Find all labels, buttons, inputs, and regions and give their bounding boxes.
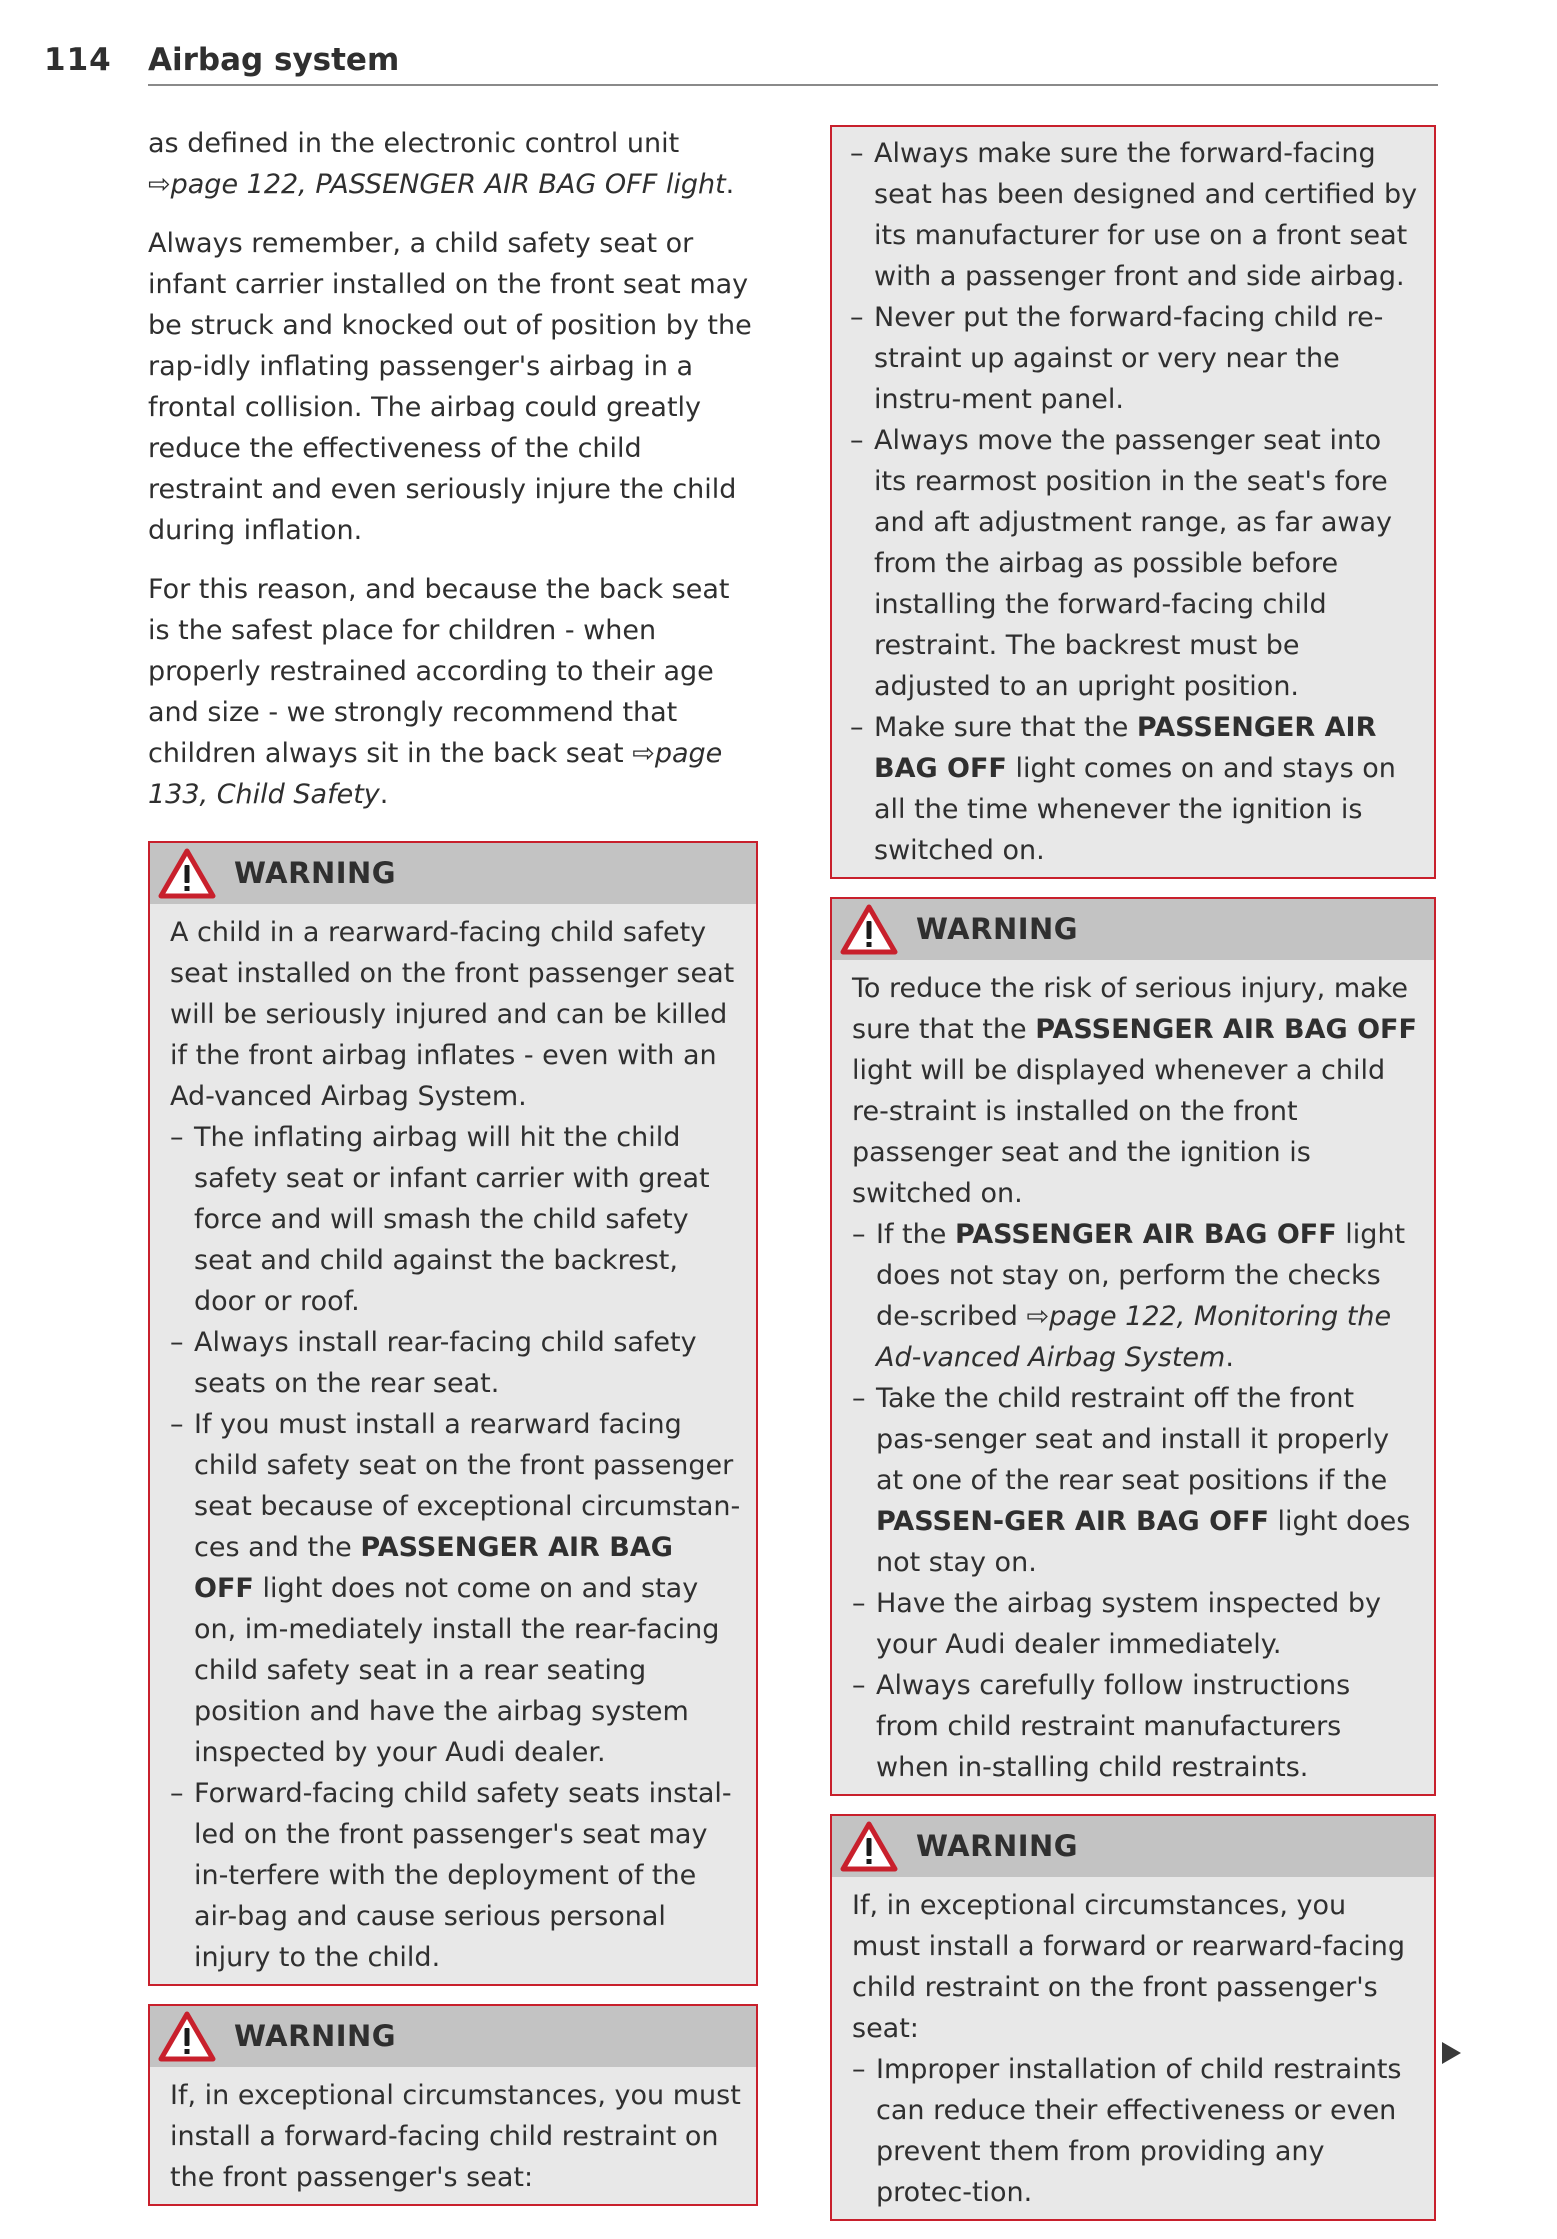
- list-item: – Always move the passenger seat into its rearmost position in the seat's fore and aft adjustment range, as far away from the airbag as possible before installing the forward-facing child restraint. The backrest must be adjusted to an upright position.: [850, 420, 1420, 707]
- warning-list: [852, 1214, 1420, 1788]
- list-item: – Forward-facing child safety seats instal-led on the front passenger's seat may in-terfere with the deployment of the air-bag and cause serious personal injury to the child.: [170, 1773, 742, 1978]
- reference-arrow-icon: ⇨: [1026, 1301, 1050, 1332]
- page-header: [44, 40, 1444, 88]
- left-column: [148, 123, 758, 2224]
- list-item: – Have the airbag system inspected by your Audi dealer immediately.: [852, 1583, 1420, 1665]
- list-item: – Never put the forward-facing child re-straint up against or very near the instru-ment panel.: [850, 297, 1420, 420]
- warning-body: [832, 960, 1434, 1794]
- intro-paragraph: as defined in the electronic control unit ⇨page 122, PASSENGER AIR BAG OFF light.: [148, 128, 735, 200]
- list-item: – Improper installation of child restraints can reduce their effectiveness or even prevent them from providing any protec-tion.: [852, 2049, 1420, 2213]
- reference-arrow-icon: ⇨: [632, 738, 655, 769]
- warning-box: [148, 2004, 758, 2206]
- warning-title: WARNING: [234, 2019, 397, 2053]
- body-paragraph: Always remember, a child safety seat or infant carrier installed on the front seat may be struck and knocked out of position by the rap-idly inflating passenger's airbag in a frontal collision. The airbag could greatly reduce the effectiveness of the child restraint and even seriously injure the child during inflation.: [148, 228, 752, 546]
- warning-triangle-icon: [158, 848, 216, 899]
- list-item: – If you must install a rearward facing child safety seat on the front passenger seat because of exceptional circumstan-ces and the PASSENGER AIR BAG OFF light does not come on and stay on, im-mediately install the rear-facing child safety seat in a rear seating position and have the airbag system inspected by your Audi dealer.: [170, 1404, 742, 1773]
- warning-triangle-icon: [158, 2011, 216, 2062]
- warning-body: [832, 127, 1434, 877]
- warning-list: [852, 2049, 1420, 2213]
- section-title: Airbag system: [148, 42, 400, 78]
- warning-body: [832, 1877, 1434, 2219]
- warning-intro: If, in exceptional circumstances, you must install a forward-facing child restraint on the front passenger's seat:: [170, 2080, 741, 2193]
- list-item: – Always carefully follow instructions from child restraint manufacturers when in-stalling child restraints.: [852, 1665, 1420, 1788]
- warning-box: [148, 841, 758, 1986]
- warning-triangle-icon: [840, 1821, 898, 1872]
- warning-list: [170, 1117, 742, 1978]
- list-item: – Take the child restraint off the front pas-senger seat and install it properly at one of the rear seat positions if the PASSEN-GER AIR BAG OFF light does not stay on.: [852, 1378, 1420, 1583]
- list-item: – The inflating airbag will hit the child safety seat or infant carrier with great force and will smash the child safety seat and child against the backrest, door or roof.: [170, 1117, 742, 1322]
- list-item: – Always install rear-facing child safety seats on the rear seat.: [170, 1322, 742, 1404]
- body-paragraph: For this reason, and because the back seat is the safest place for children - when properly restrained according to their age and size - we strongly recommend that children always sit in the back seat ⇨page 133, Child Safety.: [148, 574, 730, 810]
- warning-body: [150, 2067, 756, 2204]
- page-reference-link[interactable]: ⇨page 122, PASSENGER AIR BAG OFF light: [148, 169, 726, 200]
- warning-title: WARNING: [234, 856, 397, 890]
- warning-continuation-box: [830, 125, 1436, 879]
- warning-box: [830, 897, 1436, 1796]
- continue-arrow-icon[interactable]: [1442, 2042, 1461, 2064]
- warning-triangle-icon: [840, 904, 898, 955]
- warning-title: WARNING: [916, 912, 1079, 946]
- header-rule: [148, 84, 1438, 86]
- reference-arrow-icon: ⇨: [148, 169, 171, 200]
- right-column: [830, 125, 1436, 2239]
- list-item: – If the PASSENGER AIR BAG OFF light does not stay on, perform the checks de-scribed ⇨page 122, Monitoring the Ad-vanced Airbag System.: [852, 1214, 1420, 1378]
- warning-box: [830, 1814, 1436, 2221]
- warning-header: [832, 1816, 1434, 1877]
- page-reference-link[interactable]: ⇨page 133, Child Safety: [148, 738, 723, 810]
- warning-list: [850, 133, 1420, 871]
- list-item: – Make sure that the PASSENGER AIR BAG OFF light comes on and stays on all the time whenever the ignition is switched on.: [850, 707, 1420, 871]
- page-number: 114: [44, 42, 112, 78]
- warning-header: [832, 899, 1434, 960]
- page-reference-link[interactable]: ⇨page 122, Monitoring the Ad-vanced Airbag System: [876, 1301, 1392, 1373]
- list-item: – Always make sure the forward-facing seat has been designed and certified by its manufacturer for use on a front seat with a passenger front and side airbag.: [850, 133, 1420, 297]
- warning-header: [150, 2006, 756, 2067]
- warning-intro: If, in exceptional circumstances, you must install a forward or rearward-facing child restraint on the front passenger's seat:: [852, 1890, 1406, 2044]
- warning-header: [150, 843, 756, 904]
- warning-title: WARNING: [916, 1829, 1079, 1863]
- warning-intro: To reduce the risk of serious injury, make sure that the PASSENGER AIR BAG OFF light will be displayed whenever a child re-straint is installed on the front passenger seat and the ignition is switched on.: [852, 973, 1417, 1209]
- warning-intro: A child in a rearward-facing child safety seat installed on the front passenger seat will be seriously injured and can be killed if the front airbag inflates - even with an Ad-vanced Airbag System.: [170, 917, 735, 1112]
- warning-body: [150, 904, 756, 1984]
